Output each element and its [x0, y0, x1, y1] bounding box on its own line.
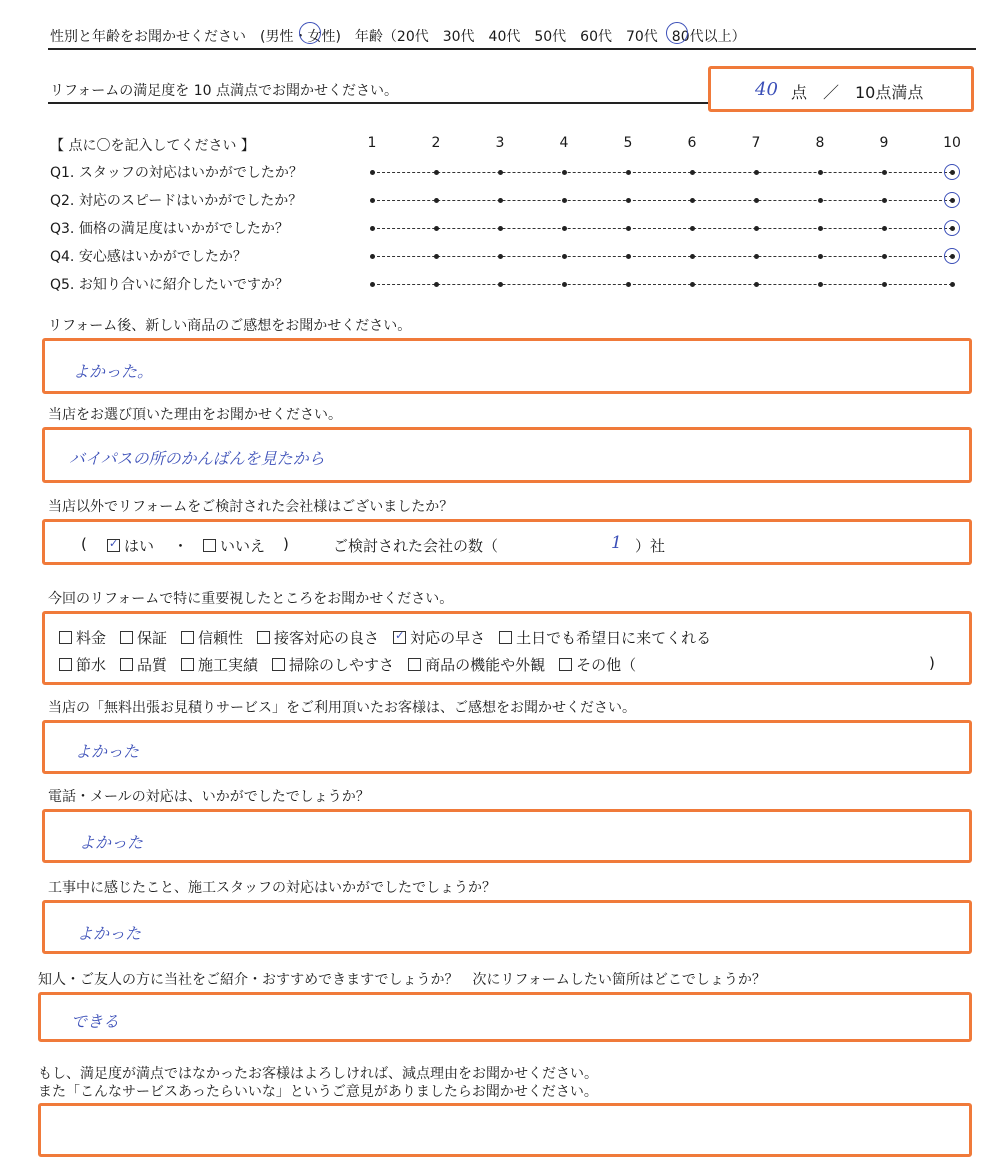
rating-point[interactable]: [562, 282, 567, 287]
estimate-answer: よかった: [75, 742, 140, 761]
priority-checkbox[interactable]: [120, 658, 133, 671]
contact-label: 電話・メールの対応は、いかがでしたでしょうか？: [48, 789, 370, 805]
rating-point[interactable]: [882, 282, 887, 287]
rating-line: [372, 256, 952, 257]
rating-line: [372, 200, 952, 201]
rating-point[interactable]: [434, 282, 439, 287]
rating-selected-circle: [944, 192, 960, 208]
rating-point[interactable]: [562, 226, 567, 231]
rating-point[interactable]: [626, 170, 631, 175]
other-company-field[interactable]: [42, 519, 972, 565]
rating-line: [372, 284, 952, 285]
rating-point[interactable]: [754, 198, 759, 203]
other-company-label: 当店以外でリフォームをご検討された会社様はございましたか？: [48, 499, 454, 515]
priority-option[interactable]: [59, 629, 106, 647]
priority-option-label: 土日でも希望日に来てくれる: [516, 629, 712, 647]
question-label: Q4. 安心感はいかがでしたか？: [50, 249, 247, 265]
scale-number: 7: [751, 135, 761, 151]
yes-checkbox[interactable]: [107, 539, 120, 552]
priority-field[interactable]: [42, 611, 972, 685]
priority-option-label: 対応の早さ: [410, 629, 486, 647]
priority-checkbox[interactable]: [559, 658, 572, 671]
rating-point[interactable]: [690, 170, 695, 175]
rating-point[interactable]: [690, 254, 695, 259]
rating-line: [372, 172, 952, 173]
rating-point[interactable]: [562, 198, 567, 203]
priority-checkbox[interactable]: [181, 631, 194, 644]
priority-option[interactable]: [393, 629, 485, 647]
rating-point[interactable]: [370, 254, 375, 259]
priority-option[interactable]: [559, 656, 636, 674]
rating-point[interactable]: [434, 198, 439, 203]
rating-point[interactable]: [498, 254, 503, 259]
priority-option-label: 接客対応の良さ: [274, 629, 380, 647]
rating-point[interactable]: [370, 282, 375, 287]
rating-point[interactable]: [690, 282, 695, 287]
feedback-label-2: また「こんなサービスあったらいいな」というご意見がありましたらお聞かせください。: [38, 1084, 598, 1100]
priority-checkbox[interactable]: [499, 631, 512, 644]
rating-point[interactable]: [626, 282, 631, 287]
rating-selected-circle: [944, 220, 960, 236]
priority-option[interactable]: [120, 656, 167, 674]
rating-point[interactable]: [754, 282, 759, 287]
rating-point[interactable]: [818, 226, 823, 231]
no-checkbox[interactable]: [203, 539, 216, 552]
reason-label: 当店をお選び頂いた理由をお聞かせください。: [48, 407, 342, 423]
priority-checkbox[interactable]: [272, 658, 285, 671]
gender-circle-mark: [299, 22, 321, 44]
scale-number: 3: [495, 135, 505, 151]
priority-option[interactable]: [257, 629, 379, 647]
priority-option-label: 施工実績: [198, 656, 259, 674]
question-label: Q1. スタッフの対応はいかがでしたか？: [50, 165, 303, 181]
satisfaction-underline: [48, 102, 708, 104]
question-label: Q5. お知り合いに紹介したいですか？: [50, 277, 289, 293]
oc-separator: ・: [173, 537, 189, 555]
score-unit: 点 ／ 10点満点: [791, 83, 924, 102]
priority-label: 今回のリフォームで特に重要視したところをお聞かせください。: [48, 591, 454, 607]
rating-point[interactable]: [950, 282, 955, 287]
scale-number: 10: [943, 135, 961, 151]
rating-point[interactable]: [562, 170, 567, 175]
rating-point[interactable]: [882, 170, 887, 175]
priority-option-label: 信頼性: [198, 629, 244, 647]
score-box[interactable]: [708, 66, 974, 112]
recommend-label: 知人・ご友人の方に当社をご紹介・おすすめできますでしょうか？ 次にリフォームしたい箇所はどこでしょうか？: [38, 972, 766, 988]
rating-point[interactable]: [498, 282, 503, 287]
impression-answer: よかった。: [73, 362, 154, 381]
estimate-field[interactable]: [42, 720, 972, 774]
rating-point[interactable]: [818, 198, 823, 203]
oc-close-paren: ): [283, 535, 289, 553]
rating-instruction: 【 点に〇を記入してください 】: [50, 138, 255, 154]
rating-point[interactable]: [882, 226, 887, 231]
priority-option-label: 掃除のしやすさ: [289, 656, 395, 674]
priority-option-label: その他（: [576, 656, 637, 674]
rating-point[interactable]: [882, 198, 887, 203]
feedback-field[interactable]: [38, 1103, 972, 1157]
rating-point[interactable]: [434, 170, 439, 175]
priority-checkbox[interactable]: [393, 631, 406, 644]
rating-point[interactable]: [498, 170, 503, 175]
gender-age-label: 性別と年齢をお聞かせください (男性・女性) 年齢（20代 30代 40代 50代 60代 70代 80代以上）: [50, 29, 746, 45]
oc-no-option[interactable]: いいえ: [203, 535, 265, 556]
scale-number: 5: [623, 135, 633, 151]
priority-option[interactable]: [181, 629, 243, 647]
contact-field[interactable]: [42, 809, 972, 863]
priority-option[interactable]: [181, 656, 258, 674]
question-label: Q2. 対応のスピードはいかがでしたか？: [50, 193, 303, 209]
priority-option[interactable]: [499, 629, 711, 647]
priority-row-2: [59, 654, 650, 675]
rating-point[interactable]: [754, 170, 759, 175]
rating-point[interactable]: [626, 254, 631, 259]
score-written: 40: [755, 79, 778, 100]
priority-checkbox[interactable]: [59, 658, 72, 671]
rating-point[interactable]: [818, 282, 823, 287]
question-label: Q3. 価格の満足度はいかがでしたか？: [50, 221, 289, 237]
age-circle-mark: [666, 22, 688, 44]
rating-point[interactable]: [690, 226, 695, 231]
oc-open-paren: (: [81, 535, 87, 553]
rating-point[interactable]: [818, 170, 823, 175]
priority-option-label: 保証: [137, 629, 168, 647]
construction-field[interactable]: [42, 900, 972, 954]
rating-point[interactable]: [498, 198, 503, 203]
rating-point[interactable]: [370, 198, 375, 203]
rating-point[interactable]: [626, 226, 631, 231]
rating-point[interactable]: [690, 198, 695, 203]
priority-checkbox[interactable]: [59, 631, 72, 644]
rating-point[interactable]: [818, 254, 823, 259]
rating-point[interactable]: [434, 226, 439, 231]
priority-checkbox[interactable]: [257, 631, 270, 644]
priority-option[interactable]: [120, 629, 167, 647]
impression-field[interactable]: [42, 338, 972, 394]
priority-checkbox[interactable]: [181, 658, 194, 671]
priority-option-label: 商品の機能や外観: [425, 656, 546, 674]
construction-answer: よかった: [77, 924, 142, 943]
rating-point[interactable]: [370, 170, 375, 175]
priority-other-close: ): [929, 654, 935, 672]
priority-option[interactable]: [59, 656, 106, 674]
priority-row-1: [59, 627, 725, 648]
scale-number: 9: [879, 135, 889, 151]
rating-selected-circle: [944, 248, 960, 264]
rating-point[interactable]: [370, 226, 375, 231]
recommend-answer: できる: [71, 1012, 120, 1031]
rating-point[interactable]: [882, 254, 887, 259]
rating-point[interactable]: [434, 254, 439, 259]
priority-checkbox[interactable]: [120, 631, 133, 644]
rating-point[interactable]: [562, 254, 567, 259]
priority-option[interactable]: [272, 656, 394, 674]
rating-point[interactable]: [626, 198, 631, 203]
rating-point[interactable]: [754, 226, 759, 231]
priority-option[interactable]: [408, 656, 545, 674]
scale-number: 1: [367, 135, 377, 151]
estimate-label: 当店の「無料出張お見積りサービス」をご利用頂いたお客様は、ご感想をお聞かせください。: [48, 700, 636, 716]
reason-answer: バイパスの所のかんばんを見たから: [69, 449, 325, 468]
priority-option-label: 料金: [76, 629, 107, 647]
oc-count-label: ご検討された会社の数（: [333, 537, 499, 555]
construction-label: 工事中に感じたこと、施工スタッフの対応はいかがでしたでしょうか？: [48, 880, 496, 896]
rating-line: [372, 228, 952, 229]
scale-number: 4: [559, 135, 569, 151]
priority-option-label: 節水: [76, 656, 107, 674]
scale-number: 2: [431, 135, 441, 151]
oc-count-unit: ）社: [635, 537, 666, 555]
priority-option-label: 品質: [137, 656, 168, 674]
rating-selected-circle: [944, 164, 960, 180]
scale-number: 8: [815, 135, 825, 151]
feedback-label-1: もし、満足度が満点ではなかったお客様はよろしければ、減点理由をお聞かせください。: [38, 1066, 598, 1082]
oc-count-value: 1: [611, 533, 622, 553]
contact-answer: よかった: [79, 833, 144, 852]
oc-yes-option[interactable]: ✓ はい: [107, 535, 154, 556]
rating-point[interactable]: [498, 226, 503, 231]
scale-number: 6: [687, 135, 697, 151]
reason-field[interactable]: [42, 427, 972, 483]
impression-label: リフォーム後、新しい商品のご感想をお聞かせください。: [48, 318, 412, 334]
priority-checkbox[interactable]: [408, 658, 421, 671]
satisfaction-label: リフォームの満足度を 10 点満点でお聞かせください。: [50, 83, 399, 99]
header-divider: [48, 48, 976, 50]
rating-point[interactable]: [754, 254, 759, 259]
recommend-field[interactable]: [38, 992, 972, 1042]
